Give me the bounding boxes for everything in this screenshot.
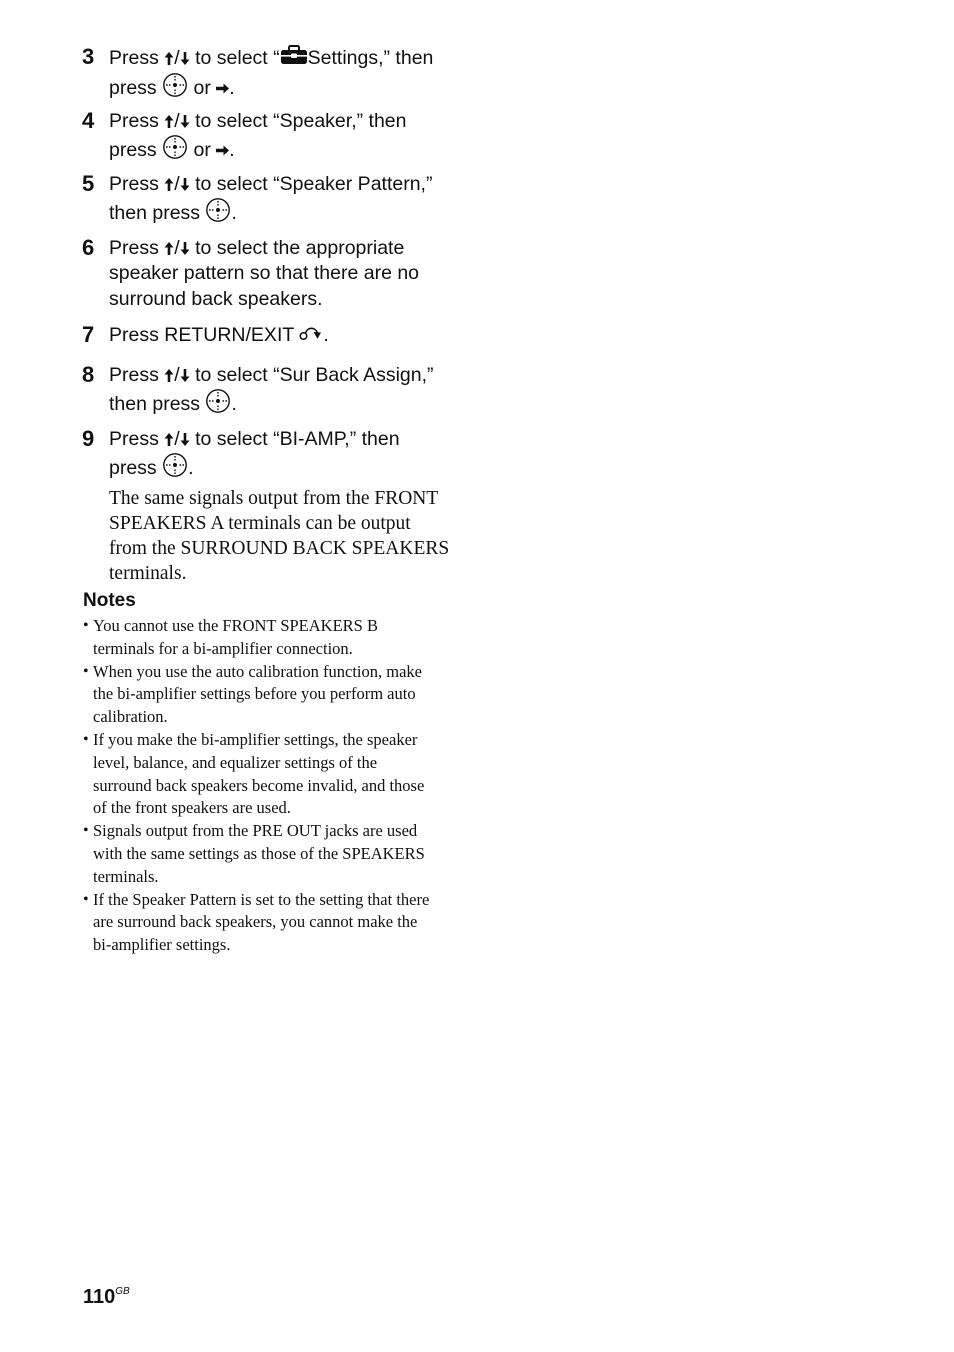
note-item — [83, 615, 473, 661]
bullet: • — [83, 822, 89, 840]
bullet: • — [83, 617, 89, 634]
note-line: surround back speakers become invalid, and those — [93, 775, 425, 795]
note-line: If you make the bi-amplifier settings, the speaker — [93, 729, 418, 749]
right-arrow-icon — [216, 76, 229, 101]
page-number: $110^{GB}$ — [83, 1286, 130, 1308]
step-number: 3 — [82, 44, 95, 69]
step-line: Press / to select “BI-AMP,” then — [109, 428, 400, 450]
step-number: 9 — [82, 426, 95, 451]
note-item — [83, 820, 473, 888]
note-line: bi-amplifier settings. — [93, 935, 231, 955]
step-number: 8 — [82, 362, 95, 387]
note-item — [83, 661, 473, 729]
enter-button-icon — [205, 197, 231, 230]
step-line: press . — [109, 452, 482, 485]
step-number: 7 — [82, 322, 95, 347]
up-down-arrows-icon: / — [164, 237, 189, 259]
note-line: the bi-amplifier settings before you perform auto — [93, 684, 416, 704]
step-line: press or . — [109, 72, 482, 105]
step-number: 5 — [82, 171, 95, 196]
step-description-line: The same signals output from the FRONT — [109, 487, 439, 509]
step-line: then press . — [109, 197, 482, 230]
up-down-arrows-icon: / — [164, 47, 189, 69]
step-5 — [82, 172, 482, 231]
step-line: Press / to select the appropriate — [109, 237, 405, 259]
enter-button-icon — [205, 388, 231, 421]
page-suffix: GB — [115, 1286, 130, 1297]
step-description-line: SPEAKERS A terminals can be output — [109, 512, 411, 534]
enter-button-icon — [162, 452, 188, 485]
notes-list — [83, 615, 473, 957]
note-line: of the front speakers are used. — [93, 798, 291, 818]
note-line: You cannot use the FRONT SPEAKERS B — [93, 616, 378, 635]
bullet: • — [83, 662, 89, 680]
step-9 — [82, 427, 482, 587]
return-exit-icon — [299, 323, 323, 348]
notes-heading: Notes — [83, 590, 136, 611]
note-line: are surround back speakers, you cannot make the — [93, 912, 418, 932]
right-arrow-icon — [216, 138, 229, 163]
step-line: surround back speakers. — [109, 287, 323, 310]
step-description-line: from the SURROUND BACK SPEAKERS — [109, 538, 450, 560]
step-3 — [82, 45, 482, 106]
step-description-line: terminals. — [109, 563, 187, 585]
step-number: 4 — [82, 108, 95, 133]
step-number: 6 — [82, 235, 95, 260]
note-line: When you use the auto calibration function, make — [93, 661, 422, 681]
bullet: • — [83, 730, 89, 748]
note-line: with the same settings as those of the SPEAKERS — [93, 843, 425, 863]
enter-button-icon — [162, 134, 188, 167]
note-line: calibration. — [93, 707, 168, 727]
enter-button-icon — [162, 72, 188, 105]
step-line: press or . — [109, 134, 482, 167]
note-item — [83, 729, 473, 820]
up-down-arrows-icon: / — [164, 428, 189, 450]
step-line: speaker pattern so that there are no — [109, 262, 420, 285]
step-line: Press / to select “Speaker,” then — [109, 110, 407, 132]
note-item — [83, 889, 473, 957]
up-down-arrows-icon: / — [164, 173, 189, 195]
note-line: level, balance, and equalizer settings of the — [93, 752, 378, 772]
step-4 — [82, 109, 482, 168]
step-line: Press RETURN/EXIT . — [109, 323, 482, 348]
note-line: terminals for a bi-amplifier connection. — [93, 638, 353, 658]
bullet: • — [83, 890, 89, 908]
up-down-arrows-icon: / — [164, 364, 189, 386]
toolbox-settings-icon — [280, 45, 308, 72]
note-line: Signals output from the PRE OUT jacks are used — [93, 821, 418, 841]
note-line: terminals. — [93, 866, 159, 886]
step-7 — [82, 323, 482, 348]
step-line: then press . — [109, 388, 482, 421]
step-line: Press / to select “Speaker Pattern,” — [109, 173, 433, 195]
step-6 — [82, 236, 482, 312]
note-line: If the Speaker Pattern is set to the setting that there — [93, 889, 430, 909]
step-line: Press / to select “ Settings,” then — [109, 45, 482, 72]
step-8 — [82, 363, 482, 422]
step-line: Press / to select “Sur Back Assign,” — [109, 364, 434, 386]
up-down-arrows-icon: / — [164, 110, 189, 132]
